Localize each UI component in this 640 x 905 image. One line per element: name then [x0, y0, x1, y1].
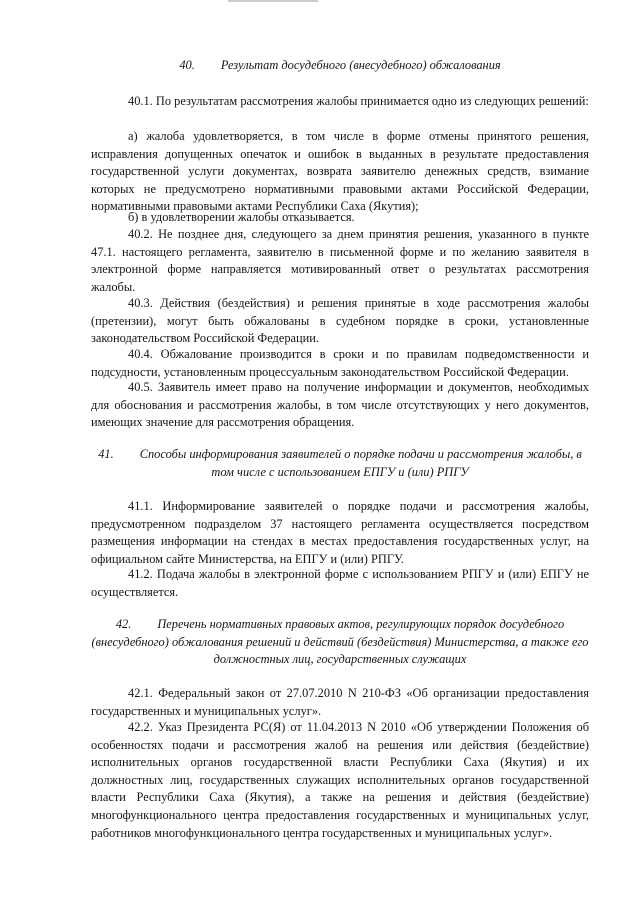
paragraph-41-1: 41.1. Информирование заявителей о порядке подачи и рассмотрения жалобы, предусмотренном подразделом 37 настоящего регламента осуществляется посредством размещения информации на стендах в местах предоставления государственных услуг, на официальном сайте Министерства, на ЕПГУ и (или) РПГУ.: [91, 499, 589, 566]
paragraph-40-2: 40.2. Не позднее дня, следующего за днем принятия решения, указанного в пункте 47.1. настоящего регламента, заявителю в письменной форме и по желанию заявителя в электронной форме направляется мотивированный ответ о результатах рассмотрения жалобы.: [91, 227, 589, 294]
section-41-heading: [91, 446, 589, 481]
paragraph-40-1-a: а) жалоба удовлетворяется, в том числе в форме отмены принятого решения, исправления допущенных опечаток и ошибок в выданных в результате предоставления государственной услуги документах, возврата заявителю денежных средств, взимание которых не предусмотрено нормативными правовыми актами Российской Федерации, нормативными правовыми актами Республики Саха (Якутия);: [91, 129, 589, 214]
section-title: Способы информирования заявителей о порядке подачи и рассмотрения жалобы, в том числе с использованием ЕПГУ и (или) РПГУ: [139, 447, 582, 479]
section-number: 40.: [179, 58, 195, 72]
section-40-heading: [91, 57, 589, 75]
section-title: Результат досудебного (внесудебного) обжалования: [220, 58, 501, 72]
paragraph-41-2: 41.2. Подача жалобы в электронной форме с использованием РПГУ и (или) ЕПГУ не осуществляется.: [91, 567, 589, 599]
paragraph-40-5: 40.5. Заявитель имеет право на получение информации и документов, необходимых для обоснования и рассмотрения жалобы, в том числе отсутствующих у него документов, имеющих значение для рассмотрения обращения.: [91, 380, 589, 430]
section-number: 41.: [98, 447, 114, 461]
paragraph-40-3: 40.3. Действия (бездействия) и решения принятые в ходе рассмотрения жалобы (претензии), могут быть обжалованы в судебном порядке в сроки, установленные законодательством Российской Федерации.: [91, 296, 589, 346]
section-42-heading: [91, 616, 589, 669]
paragraph-40-1-b: б) в удовлетворении жалобы отказывается.: [128, 210, 355, 224]
paragraph-42-2: 42.2. Указ Президента РС(Я) от 11.04.2013 N 2010 «Об утверждении Положения об особенностях подачи и рассмотрения жалоб на решения или действия (бездействие) исполнительных органов государственной власти Республики Саха (Якутия) и их должностных лиц, государственных служащих исполнительных органов государственной власти Республики Саха (Якутия), а также на решения и действия (бездействие) многофункционального центра предоставления государственных и муниципальных услуг, работников многофункционального центра государственных и муниципальных услуг».: [91, 720, 589, 840]
paragraph-40-4: 40.4. Обжалование производится в сроки и по правилам подведомственности и подсудности, установленным процессуальным законодательством Российской Федерации.: [91, 347, 589, 379]
section-title: Перечень нормативных правовых актов, регулирующих порядок досудебного (внесудебного) обжалования решений и действий (бездействия) Министерства, а также его должностных лиц, государственных служащих: [91, 617, 589, 667]
paragraph-42-1: 42.1. Федеральный закон от 27.07.2010 N 210-ФЗ «Об организации предоставления государственных и муниципальных услуг».: [91, 686, 589, 718]
section-number: 42.: [115, 617, 132, 631]
paragraph-40-1: 40.1. По результатам рассмотрения жалобы принимается одно из следующих решений:: [128, 94, 589, 108]
scan-artifact: [228, 0, 318, 2]
